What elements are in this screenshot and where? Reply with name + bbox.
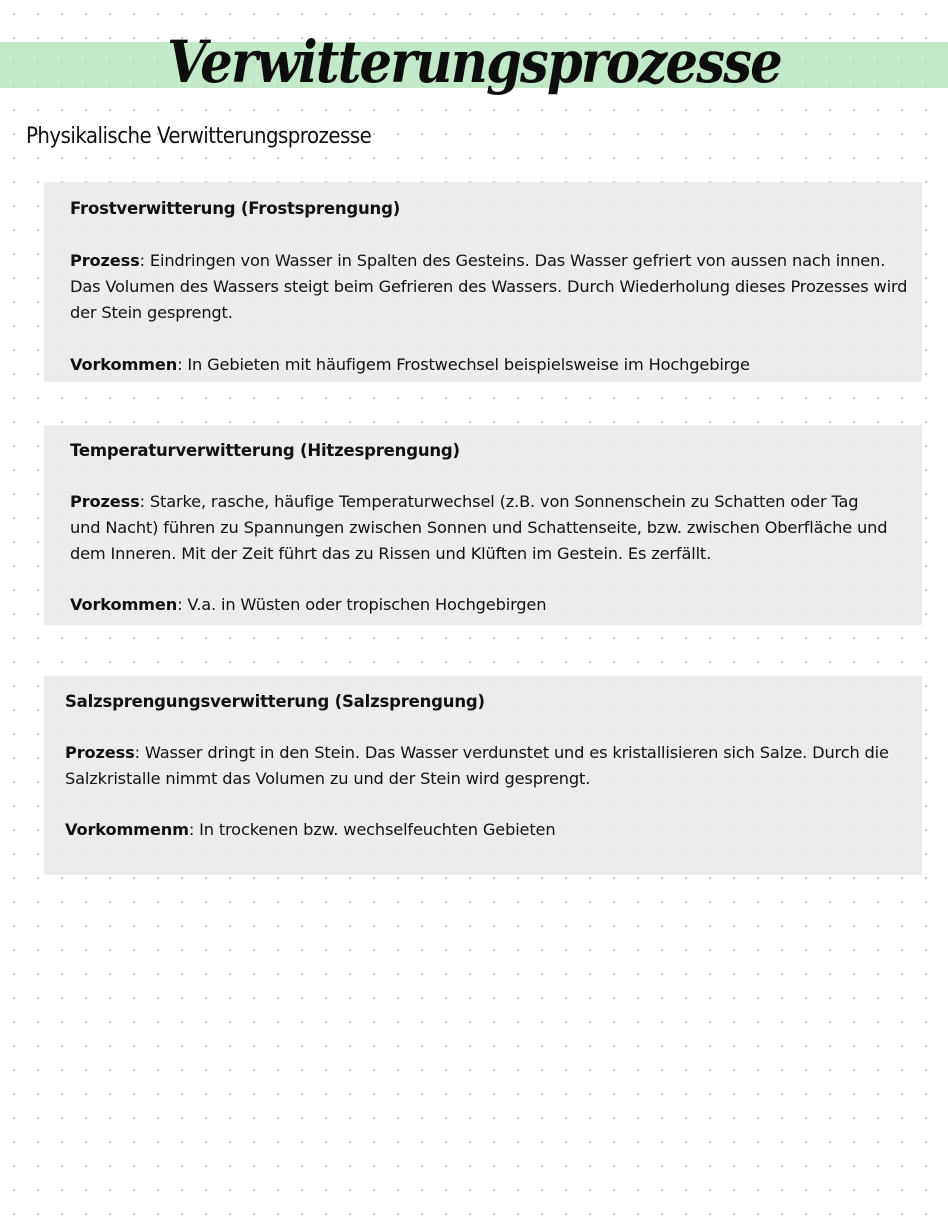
card-temperaturverwitterung (44, 425, 922, 625)
occurrence-paragraph (65, 817, 895, 843)
occurrence-paragraph (70, 592, 890, 618)
card-title: Frostverwitterung (Frostsprengung) (70, 199, 401, 218)
card-frostverwitterung (44, 182, 922, 382)
occurrence-label: Vorkommen (70, 595, 178, 614)
process-paragraph (65, 740, 895, 792)
process-paragraph (70, 248, 910, 326)
card-salzsprengung (44, 676, 922, 875)
process-text: : Starke, rasche, häufige Temperaturwechsel (z.B. von Sonnenschein zu Schatten oder Tag und Nacht) führen zu Spannungen zwischen Sonnen und Schattenseite, bzw. zwischen Oberfläche und dem Inneren. Mit der Zeit führt das zu Rissen und Klüften im Gestein. Es zerfällt. (70, 492, 888, 563)
process-label: Prozess (70, 251, 140, 270)
card-title: Temperaturverwitterung (Hitzesprengung) (70, 441, 460, 460)
occurrence-label: Vorkommenm (65, 820, 189, 839)
occurrence-text: : V.a. in Wüsten oder tropischen Hochgebirgen (177, 595, 547, 614)
process-text: : Eindringen von Wasser in Spalten des Gesteins. Das Wasser gefriert von aussen nach innen. Das Volumen des Wassers steigt beim Gefrieren des Wassers. Durch Wiederholung dieses Prozesses wird der Stein gesprengt. (70, 251, 908, 322)
occurrence-text: : In trockenen bzw. wechselfeuchten Gebieten (188, 820, 556, 839)
process-paragraph (70, 489, 890, 567)
occurrence-label: Vorkommen (70, 355, 178, 374)
section-heading: Physikalische Verwitterungsprozesse (26, 124, 372, 149)
page-title: Verwitterungsprozesse (167, 28, 781, 96)
process-label: Prozess (70, 492, 140, 511)
card-title: Salzsprengungsverwitterung (Salzsprengung) (65, 692, 485, 711)
occurrence-text: : In Gebieten mit häufigem Frostwechsel beispielsweise im Hochgebirge (177, 355, 750, 374)
process-label: Prozess (65, 743, 135, 762)
process-text: : Wasser dringt in den Stein. Das Wasser verdunstet und es kristallisieren sich Salze. Durch die Salzkristalle nimmt das Volumen zu und der Stein wird gesprengt. (65, 743, 889, 788)
occurrence-paragraph (70, 352, 910, 378)
